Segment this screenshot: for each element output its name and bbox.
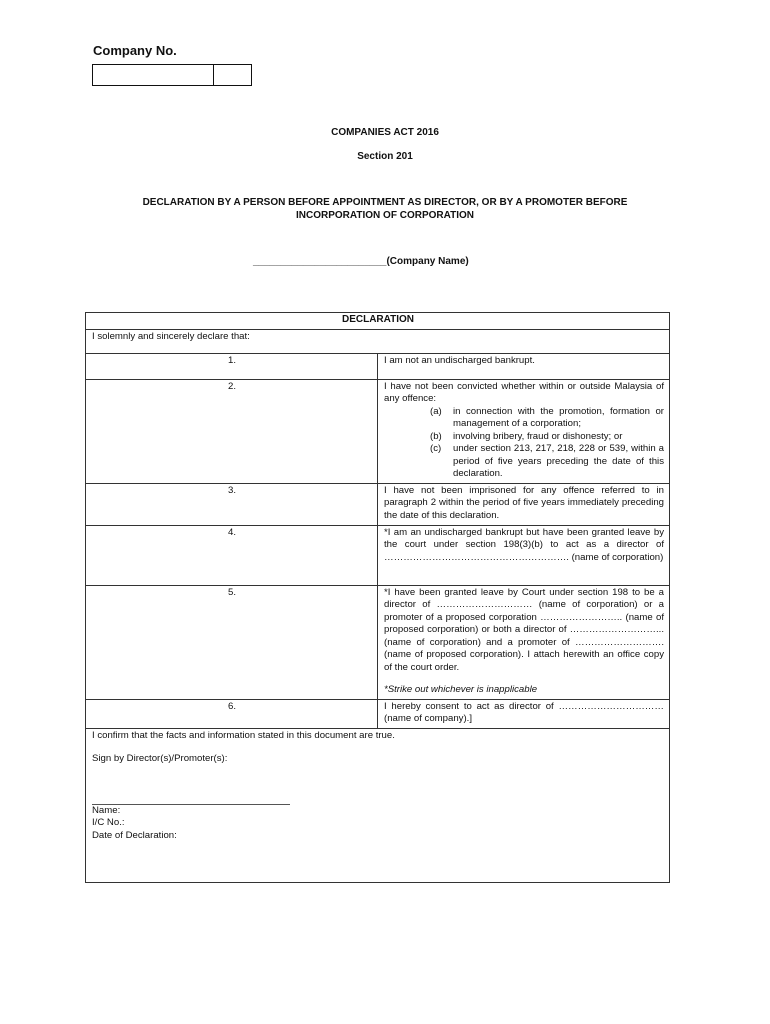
list-item: [430, 431, 664, 444]
company-no-label: Company No.: [93, 43, 177, 58]
item-number: 4.: [86, 525, 378, 585]
company-no-check-field[interactable]: [214, 65, 251, 85]
declaration-intro: I solemnly and sincerely declare that:: [86, 329, 670, 353]
table-row: [86, 585, 670, 699]
declaration-heading-line-2: INCORPORATION OF CORPORATION: [296, 210, 474, 221]
company-no-input-box[interactable]: [92, 64, 252, 86]
item-text: I have not been convicted whether within or outside Malaysia of any offence:: [384, 380, 664, 404]
item-text: I am not an undischarged bankrupt.: [378, 353, 670, 379]
item-text: I hereby consent to act as director of …………………………… (name of company).]: [378, 699, 670, 728]
sub-item-marker: (c): [430, 443, 442, 454]
act-title: COMPANIES ACT 2016: [331, 127, 439, 138]
item-number: 5.: [86, 585, 378, 699]
table-row: [86, 699, 670, 728]
declaration-table: [85, 312, 670, 883]
list-item: [430, 443, 664, 481]
section-title: Section 201: [357, 151, 413, 162]
item-number: 6.: [86, 699, 378, 728]
declaration-heading-line-1: DECLARATION BY A PERSON BEFORE APPOINTMENT AS DIRECTOR, OR BY A PROMOTER BEFORE: [142, 197, 628, 208]
confirmation-section: [86, 728, 670, 882]
declaration-date-label[interactable]: Date of Declaration:: [92, 829, 177, 841]
sub-item-list: [384, 406, 664, 481]
sub-item-text: involving bribery, fraud or dishonesty; or: [453, 430, 623, 442]
table-row: [86, 379, 670, 483]
table-row: [86, 483, 670, 525]
sign-label: Sign by Director(s)/Promoter(s):: [92, 753, 228, 764]
sub-item-marker: (b): [430, 430, 442, 442]
sub-item-text: under section 213, 217, 218, 228 or 539, within a period of five years preceding the date of this declaration.: [453, 443, 664, 479]
declaration-table-heading: DECLARATION: [86, 313, 670, 330]
list-item: [430, 406, 664, 431]
confirmation-text: I confirm that the facts and information stated in this document are true.: [92, 729, 395, 741]
table-row: [86, 525, 670, 585]
item-number: 3.: [86, 483, 378, 525]
item-text: *I have been granted leave by Court under section 198 to be a director of ………………………… (name of corporation) or a promoter of a proposed corporation …………………….. (name of proposed corporation) or both a director of ………………………... (name of corporation) and a promoter of ………………………. (name of proposed corporation). I attach herewith an office copy of the court order.: [384, 586, 664, 673]
company-name-field[interactable]: ________________________(Company Name): [253, 256, 469, 267]
table-row: [86, 353, 670, 379]
declaration-heading: [0, 196, 770, 222]
item-number: 1.: [86, 353, 378, 379]
name-label[interactable]: Name:: [92, 804, 121, 816]
signatory-details: [92, 805, 664, 843]
sub-item-text: in connection with the promotion, formation or management of a corporation;: [453, 405, 664, 429]
item-number: 2.: [86, 379, 378, 483]
strike-out-note: *Strike out whichever is inapplicable: [384, 684, 538, 695]
sub-item-marker: (a): [430, 405, 442, 417]
company-no-field[interactable]: [93, 65, 214, 85]
ic-number-label[interactable]: I/C No.:: [92, 817, 125, 828]
item-text: I have not been imprisoned for any offence referred to in paragraph 2 within the period of five years immediately preceding the date of this declaration.: [378, 483, 670, 525]
item-text: *I am an undischarged bankrupt but have been granted leave by the court under section 198(3)(b) to act as a director of …………………………………………………. (name of corporation): [378, 525, 670, 585]
